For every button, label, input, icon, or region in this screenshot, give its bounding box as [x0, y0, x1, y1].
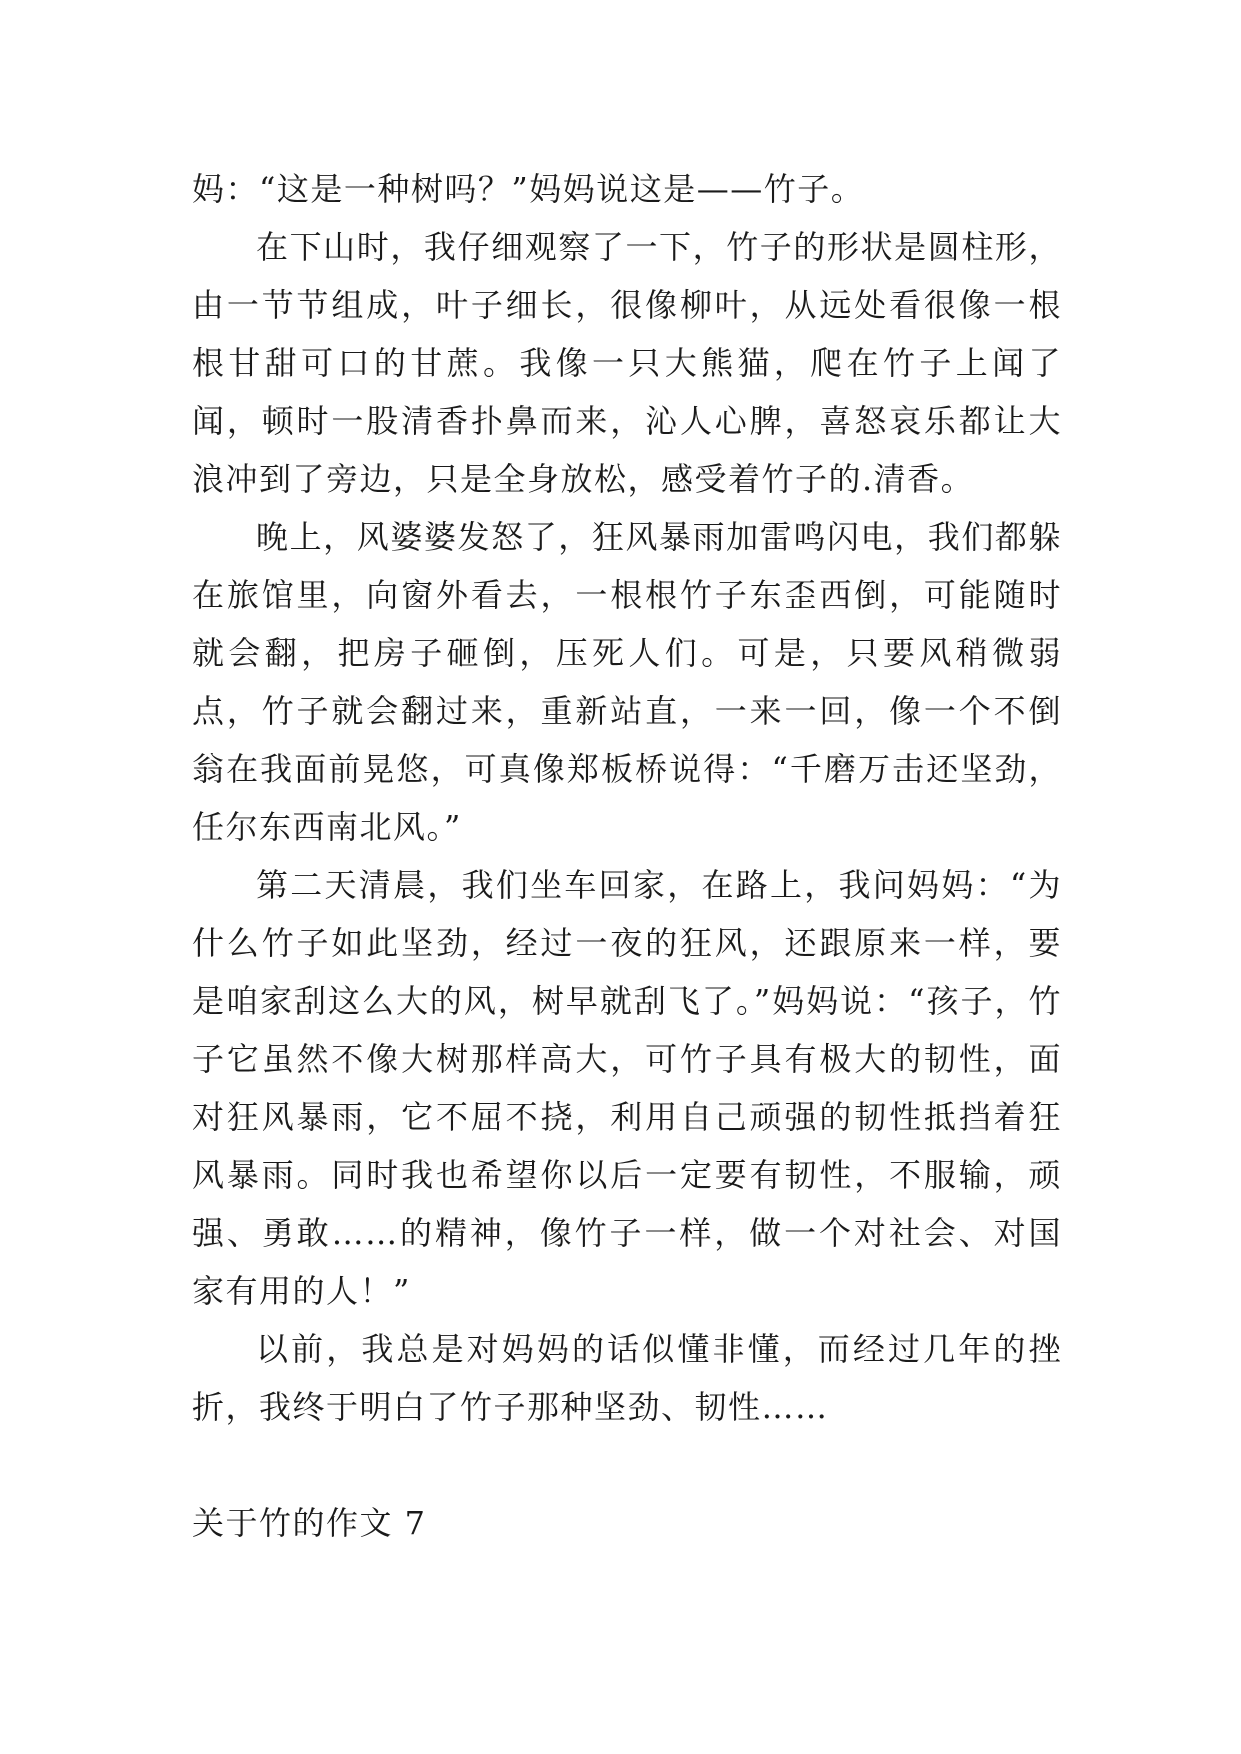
paragraph-5: 以前，我总是对妈妈的话似懂非懂，而经过几年的挫折，我终于明白了竹子那种坚劲、韧性……: [192, 1330, 1062, 1426]
paragraph-3: 晚上，风婆婆发怒了，狂风暴雨加雷鸣闪电，我们都躲在旅馆里，向窗外看去，一根根竹子东歪西倒，可能随时就会翻，把房子砸倒，压死人们。可是，只要风稍微弱点，竹子就会翻过来，重新站直，一来一回，像一个不倒翁在我面前晃悠，可真像郑板桥说得：“千磨万击还坚劲，任尔东西南北风。”: [192, 518, 1062, 846]
section-spacer: [192, 1436, 1062, 1494]
document-page: [192, 160, 1062, 1552]
paragraph-4: 第二天清晨，我们坐车回家，在路上，我问妈妈：“为什么竹子如此坚劲，经过一夜的狂风，还跟原来一样，要是咱家刮这么大的风，树早就刮飞了。”妈妈说：“孩子，竹子它虽然不像大树那样高大，可竹子具有极大的韧性，面对狂风暴雨，它不屈不挠，利用自己顽强的韧性抵挡着狂风暴雨。同时我也希望你以后一定要有韧性，不服输，顽强、勇敢……的精神，像竹子一样，做一个对社会、对国家有用的人！”: [192, 866, 1062, 1310]
section-heading: 关于竹的作文 7: [192, 1504, 427, 1542]
paragraph-1: 妈：“这是一种树吗？”妈妈说这是——竹子。: [192, 170, 865, 208]
paragraph-2: 在下山时，我仔细观察了一下，竹子的形状是圆柱形，由一节节组成，叶子细长，很像柳叶，从远处看很像一根根甘甜可口的甘蔗。我像一只大熊猫，爬在竹子上闻了闻，顿时一股清香扑鼻而来，沁人心脾，喜怒哀乐都让大浪冲到了旁边，只是全身放松，感受着竹子的.清香。: [192, 228, 1062, 498]
